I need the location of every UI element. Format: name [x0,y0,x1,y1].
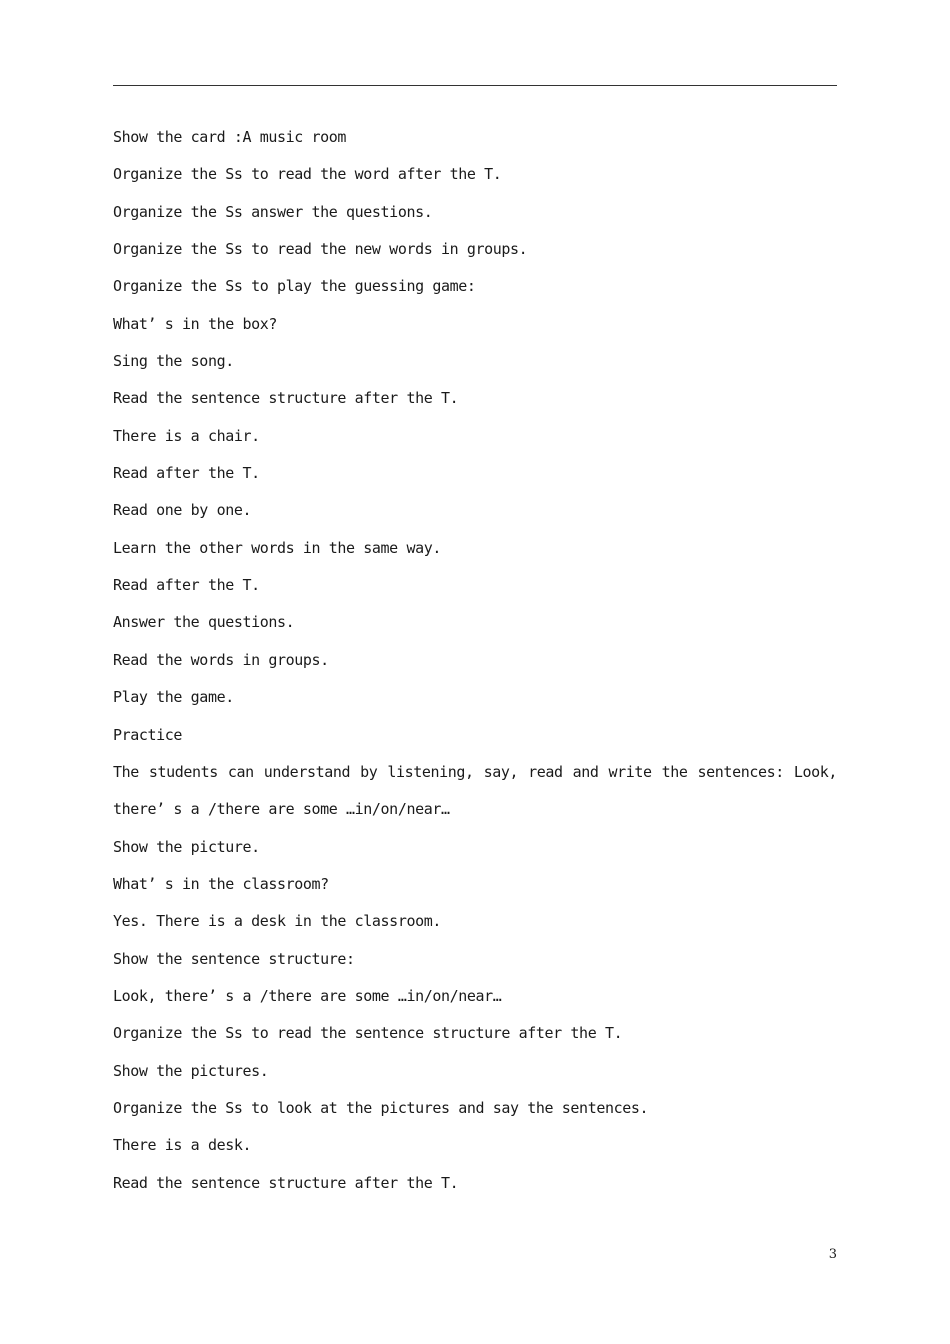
text-line: Organize the Ss to look at the pictures and say the sentences. [113,1098,649,1117]
text-line: Play the game. [113,688,234,707]
text-line: There is a desk. [113,1136,252,1155]
text-line: What’ s in the box? [113,314,277,333]
text-line: Organize the Ss to read the word after the T. [113,165,502,184]
page-number: 3 [828,1247,837,1262]
text-line: Organize the Ss to read the sentence structure after the T. [113,1024,623,1043]
text-line: Read the sentence structure after the T. [113,1173,459,1192]
section-heading: Practice [113,725,183,744]
header-rule [113,85,837,86]
text-line: Yes. There is a desk in the classroom. [113,912,441,931]
text-line: Read the words in groups. [113,650,329,669]
text-line: Show the pictures. [113,1061,269,1080]
text-line: Look, there’ s a /there are some …in/on/near… [113,986,502,1005]
text-line: What’ s in the classroom? [113,874,329,893]
text-line: Organize the Ss to play the guessing game: [113,277,476,296]
text-line: Sing the song. [113,352,234,371]
text-line: Organize the Ss answer the questions. [113,202,433,221]
text-line: Read after the T. [113,464,260,483]
text-line: Show the picture. [113,837,260,856]
text-line: Read the sentence structure after the T. [113,389,459,408]
text-line: Read one by one. [113,501,252,520]
text-line: Organize the Ss to read the new words in groups. [113,240,528,259]
text-line: There is a chair. [113,426,260,445]
text-line: The students can understand by listening, say, read and write the sentences: Look, [113,762,837,781]
text-line: there’ s a /there are some …in/on/near… [113,800,450,819]
text-line: Read after the T. [113,576,260,595]
text-line: Answer the questions. [113,613,295,632]
text-line: Learn the other words in the same way. [113,538,441,557]
document-body [113,122,837,1205]
text-line: Show the card :A music room [113,128,347,146]
text-line: Show the sentence structure: [113,949,355,968]
